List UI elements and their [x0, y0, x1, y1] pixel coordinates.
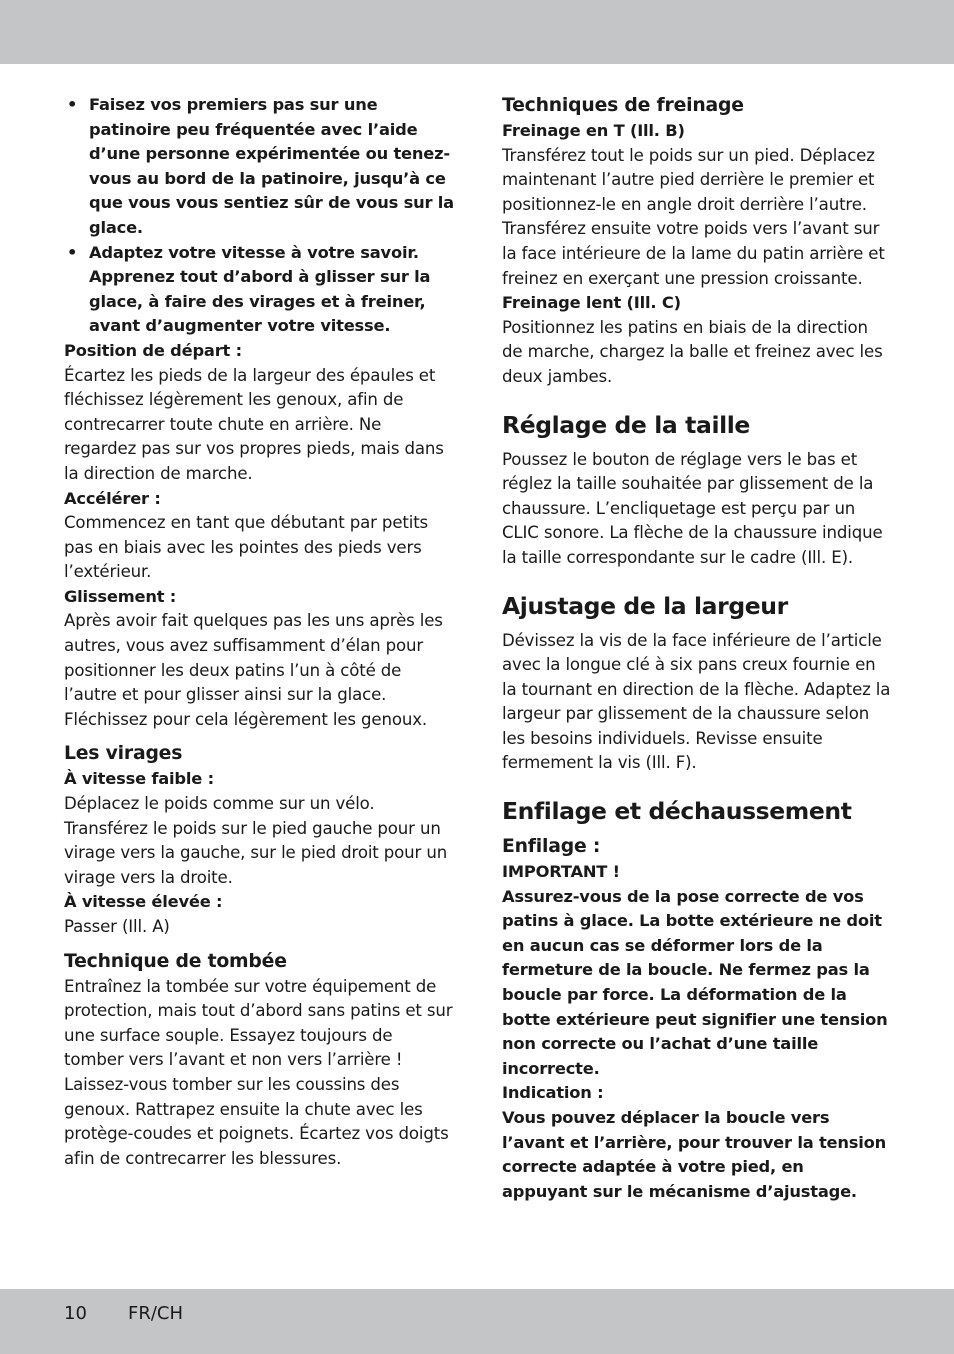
indication-text: Vous pouvez déplacer la boucle vers l’avant et l’arrière, pour trouver la tension correcte adaptée à votre pied, en appuyant sur le mécanisme d’ajustage. — [502, 1108, 887, 1201]
virages-heading: Les virages — [64, 743, 183, 765]
freinage-t-label: Freinage en T (Ill. B) — [502, 121, 685, 140]
tombee-text: Entraînez la tombée sur votre équipement de protection, mais tout d’abord sans patins et sur une surface souple. Essayez toujours de tomber vers l’avant et non vers l’arrière ! — [64, 976, 453, 1070]
glissement-text: Après avoir fait quelques pas les uns après les autres, vous avez suffisamment d’élan pour positionner les deux patins l’un à côté de l’autre et pour glisser ainsi sur la glace. — [64, 611, 443, 705]
ajustage-text: Dévissez la vis de la face inférieure de l’article avec la longue clé à six pans creux fournie en la tournant en direction de la flèche. Adaptez la largeur par glissement de la chaussure selon les besoins individuels. Revisse ensuite fermement la vis (Ill. F). — [502, 630, 891, 773]
glissement-text-2: Fléchissez pour cela légèrement les genoux. — [64, 709, 427, 729]
enfilage-heading: Enfilage et déchaussement — [502, 797, 852, 826]
safety-bullet-list — [64, 93, 454, 339]
vitesse-elevee-text: Passer (Ill. A) — [64, 917, 170, 936]
important-label: IMPORTANT ! — [502, 862, 620, 882]
vitesse-faible-label: À vitesse faible : — [64, 769, 214, 789]
indication-label: Indication : — [502, 1083, 604, 1103]
position-label: Position de départ : — [64, 340, 242, 360]
accelerer-text: Commencez en tant que débutant par petits pas en biais avec les pointes des pieds vers l’extérieur. — [64, 513, 429, 582]
header-band — [0, 0, 954, 64]
accelerer-label: Accélérer : — [64, 488, 161, 508]
important-text: Assurez-vous de la pose correcte de vos patins à glace. La botte extérieure ne doit en aucun cas se déformer lors de la fermeture de la boucle. Ne fermez pas la boucle par force. La déformation de la botte extérieure peut signifier une tension non correcte ou l’achat d’une taille incorrecte. — [502, 886, 888, 1078]
enfilage-label: Enfilage : — [502, 836, 601, 858]
left-column — [64, 93, 454, 1171]
freinage-lent-label: Freinage lent (Ill. C) — [502, 293, 681, 313]
ajustage-heading: Ajustage de la largeur — [502, 591, 788, 620]
bullet-item: • Faisez vos premiers pas sur une patinoire peu fréquentée avec l’aide d’une personne expérimentée ou tenez-vous au bord de la patinoire, jusqu’à ce que vous vous sentiez sûr de vous sur la glace. — [64, 93, 454, 241]
glissement-label: Glissement : — [64, 586, 177, 606]
language-code: FR/CH — [128, 1303, 184, 1324]
tombee-text-2: Laissez-vous tomber sur les coussins des genoux. Rattrapez ensuite la chute avec les protège-coudes et poignets. Écartez vos doigts afin de contrecarrer les blessures. — [64, 1074, 449, 1168]
freinage-lent-text: Positionnez les patins en biais de la direction de marche, chargez la balle et freinez avec les deux jambes. — [502, 317, 883, 386]
right-column — [502, 93, 892, 1204]
page-number: 10 — [64, 1303, 87, 1324]
tombee-heading: Technique de tombée — [64, 950, 287, 972]
vitesse-elevee-label: À vitesse élevée : — [64, 892, 223, 912]
vitesse-faible-text: Déplacez le poids comme sur un vélo. Transférez le poids sur le pied gauche pour un virage vers la gauche, sur le pied droit pour un virage vers la droite. — [64, 794, 448, 887]
freinage-t-text: Transférez tout le poids sur un pied. Déplacez maintenant l’autre pied derrière le premier et positionnez-le en angle droit derrière l’autre. Transférez ensuite votre poids vers l’avant sur la face intérieure de la lame du patin arrière et freinez en exerçant une pression croissante. — [502, 145, 885, 288]
reglage-heading: Réglage de la taille — [502, 410, 750, 439]
reglage-text: Poussez le bouton de réglage vers le bas et réglez la taille souhaitée par glissement de la chaussure. L’encliquetage est perçu par un CLIC sonore. La flèche de la chaussure indique la taille correspondante sur le cadre (Ill. E). — [502, 449, 883, 567]
freinage-heading: Techniques de freinage — [502, 95, 744, 116]
bullet-item: • Adaptez votre vitesse à votre savoir. Apprenez tout d’abord à glisser sur la glace, à faire des virages et à freiner, avant d’augmenter votre vitesse. — [64, 241, 454, 339]
position-text: Écartez les pieds de la largeur des épaules et fléchissez légèrement les genoux, afin de contrecarrer toute chute en arrière. Ne regardez pas sur vos propres pieds, mais dans la direction de marche. — [64, 365, 444, 483]
